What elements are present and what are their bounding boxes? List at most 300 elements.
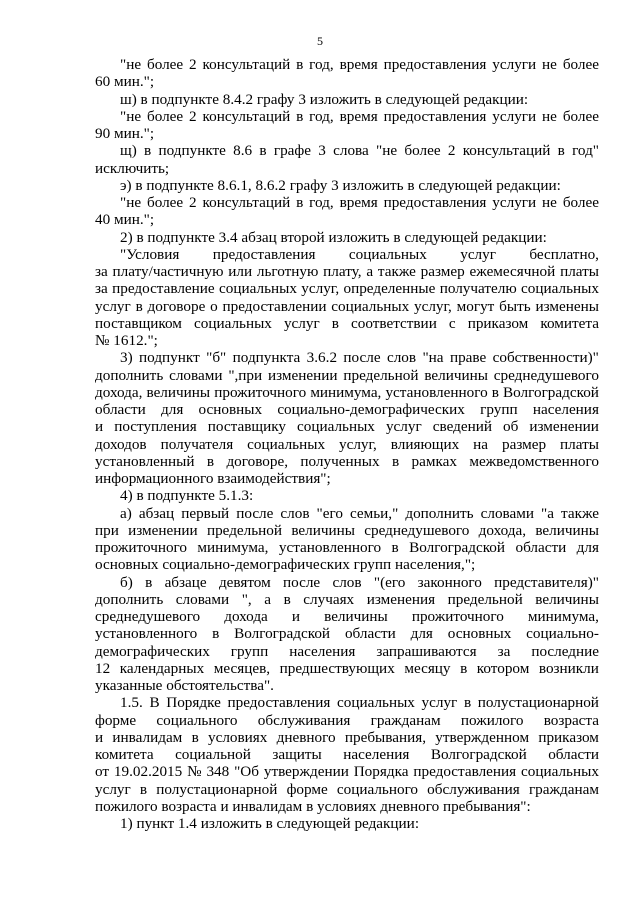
word: минимума, bbox=[197, 539, 269, 556]
word: абзаце bbox=[164, 573, 207, 591]
word: в bbox=[557, 142, 565, 160]
word: в bbox=[283, 590, 291, 608]
word: словами bbox=[480, 504, 534, 522]
word: форме bbox=[95, 711, 137, 729]
word: более bbox=[146, 107, 184, 125]
word: об bbox=[503, 418, 519, 436]
word: время bbox=[339, 194, 378, 211]
word: минимума, bbox=[310, 383, 382, 401]
word: изменении bbox=[268, 366, 338, 384]
word: области bbox=[548, 746, 599, 763]
line-text: 40 мин."; bbox=[95, 211, 155, 229]
word: услуг, bbox=[339, 435, 377, 453]
document-body bbox=[95, 56, 599, 832]
line-text: исключить; bbox=[95, 159, 170, 177]
word: среднедушевого bbox=[364, 521, 470, 539]
word: после bbox=[283, 573, 321, 591]
word: Волгоградской bbox=[409, 539, 506, 556]
word: плату/частичную bbox=[112, 263, 224, 280]
word: более bbox=[404, 142, 441, 160]
word: в bbox=[296, 56, 304, 73]
word: 12 bbox=[95, 659, 111, 677]
word: в bbox=[296, 107, 304, 125]
word: полустационарной bbox=[156, 780, 278, 798]
word: № bbox=[187, 763, 202, 781]
word: месяцев, bbox=[213, 659, 271, 677]
word: социально-демографических bbox=[277, 401, 465, 418]
word: социальных bbox=[521, 763, 599, 781]
word: доходов bbox=[95, 435, 147, 453]
word: от bbox=[95, 763, 110, 781]
word: 1.5. bbox=[120, 694, 143, 712]
word: социальных bbox=[521, 280, 599, 298]
word: предельной bbox=[343, 366, 419, 384]
text-line bbox=[95, 746, 599, 763]
word: Порядка bbox=[353, 763, 409, 781]
word: не bbox=[542, 194, 557, 211]
word: в bbox=[391, 452, 400, 470]
word: не bbox=[542, 56, 557, 73]
word: предельной bbox=[447, 590, 523, 608]
word: социальных bbox=[331, 297, 410, 315]
word: месяцу bbox=[404, 659, 451, 677]
text-line bbox=[95, 815, 599, 832]
word: услуг bbox=[283, 314, 320, 332]
text-line bbox=[95, 125, 599, 142]
word: более bbox=[562, 107, 599, 125]
word: девятом bbox=[218, 573, 271, 591]
text-line bbox=[95, 280, 599, 297]
word: поступления bbox=[114, 418, 197, 436]
word: слов bbox=[332, 573, 362, 591]
word: защиты bbox=[272, 746, 322, 763]
word: после bbox=[343, 349, 381, 367]
word: словами bbox=[169, 366, 223, 384]
word: также bbox=[377, 263, 416, 280]
text-line bbox=[95, 798, 599, 815]
word: получателю bbox=[439, 280, 517, 298]
word: в bbox=[145, 573, 153, 591]
text-line bbox=[95, 367, 599, 384]
word: поставщику bbox=[207, 418, 286, 436]
word: более bbox=[562, 194, 599, 211]
word: "Об bbox=[234, 763, 259, 781]
line-text: № 1612."; bbox=[95, 332, 158, 349]
word: групп bbox=[230, 642, 269, 660]
word: дохода, bbox=[478, 521, 527, 539]
word: изменения bbox=[366, 590, 436, 608]
word: с bbox=[448, 314, 456, 332]
text-line bbox=[95, 763, 599, 780]
word: 2 bbox=[189, 56, 197, 73]
word: социальных bbox=[348, 245, 427, 263]
word: предоставления bbox=[227, 694, 331, 712]
word: представителя)" bbox=[494, 573, 599, 591]
word: величины bbox=[146, 383, 211, 401]
word: области bbox=[344, 625, 396, 643]
word: услуги bbox=[492, 107, 537, 125]
word: быть bbox=[499, 297, 531, 315]
word: время bbox=[339, 56, 378, 73]
word: населения bbox=[532, 401, 599, 418]
word: Волгоградской bbox=[430, 746, 527, 763]
word: пребывания, bbox=[344, 728, 427, 746]
word: области bbox=[515, 539, 567, 556]
word: при bbox=[95, 521, 119, 539]
word: на bbox=[473, 435, 489, 453]
word: абзац bbox=[138, 504, 175, 522]
word: год, bbox=[309, 194, 334, 211]
word: полученных bbox=[300, 452, 380, 470]
word: величины bbox=[535, 521, 599, 539]
word: праве bbox=[449, 349, 487, 367]
word: плату, bbox=[323, 263, 362, 280]
line-text: указанные обстоятельства". bbox=[95, 677, 274, 694]
text-line bbox=[95, 73, 599, 90]
word: условиях bbox=[208, 728, 268, 746]
word: в bbox=[259, 142, 267, 160]
text-line bbox=[95, 229, 599, 246]
word: предшествующих bbox=[279, 659, 395, 677]
word: ежемесячной bbox=[469, 263, 556, 280]
word: определенные bbox=[343, 280, 436, 298]
word: и bbox=[95, 418, 104, 436]
word: Волгоградской bbox=[234, 625, 331, 643]
word: возникли bbox=[538, 659, 599, 677]
word: величины bbox=[424, 366, 488, 384]
word: приказом bbox=[538, 728, 599, 746]
word: "на bbox=[422, 349, 444, 367]
text-line bbox=[95, 418, 599, 435]
word: изменении bbox=[128, 521, 198, 539]
word: в bbox=[296, 194, 304, 211]
word: для bbox=[576, 539, 599, 556]
word: "не bbox=[120, 194, 142, 211]
word: среднедушевого bbox=[493, 366, 599, 384]
word: котором bbox=[476, 659, 530, 677]
word: населения bbox=[343, 746, 410, 763]
word: консультаций bbox=[202, 107, 291, 125]
word: за bbox=[95, 280, 108, 298]
text-line bbox=[95, 384, 599, 401]
word: "не bbox=[120, 107, 142, 125]
word: "Условия bbox=[120, 245, 180, 263]
word: услуги bbox=[492, 56, 537, 73]
page-number: 5 bbox=[317, 34, 323, 48]
word: установленный bbox=[95, 452, 195, 470]
word: консультаций bbox=[202, 194, 291, 211]
word: 8.6 bbox=[233, 142, 253, 160]
line-text: пожилого возраста и инвалидам в условиях дневного пребывания": bbox=[95, 797, 531, 815]
word: услуг bbox=[95, 297, 131, 315]
word: услуг, bbox=[301, 280, 340, 298]
word: за bbox=[95, 263, 108, 280]
text-line bbox=[95, 211, 599, 228]
word: льготную bbox=[256, 263, 319, 280]
word: в bbox=[212, 625, 220, 643]
word: групп bbox=[480, 401, 518, 418]
word: ", bbox=[241, 590, 252, 608]
word: предоставления bbox=[383, 56, 487, 73]
word: дневного bbox=[276, 728, 336, 746]
word: в bbox=[144, 142, 152, 160]
word: в bbox=[135, 297, 143, 315]
text-line bbox=[95, 194, 599, 211]
text-line bbox=[95, 781, 599, 798]
text-line bbox=[95, 470, 599, 487]
word: консультаций bbox=[202, 56, 291, 73]
word: более bbox=[146, 194, 184, 211]
word: и bbox=[291, 608, 301, 625]
word: бесплатно, bbox=[529, 245, 599, 263]
word: возраста bbox=[543, 711, 599, 729]
word: щ) bbox=[120, 142, 137, 160]
text-line bbox=[95, 349, 599, 366]
word: 3 bbox=[318, 142, 326, 160]
word: области bbox=[95, 401, 146, 418]
word: графе bbox=[273, 142, 311, 160]
line-text: 90 мин."; bbox=[95, 125, 155, 142]
word: словами bbox=[175, 590, 230, 608]
word: дополнить bbox=[405, 504, 474, 522]
word: прожиточного bbox=[214, 383, 307, 401]
text-line bbox=[95, 643, 599, 660]
text-line bbox=[95, 522, 599, 539]
word: ",при bbox=[228, 366, 263, 384]
word: "не bbox=[376, 142, 398, 160]
text-line bbox=[95, 677, 599, 694]
text-line bbox=[95, 729, 599, 746]
word: слов bbox=[280, 504, 310, 522]
text-line bbox=[95, 142, 599, 159]
word: приказом bbox=[467, 314, 529, 332]
word: и bbox=[95, 728, 104, 746]
word: основных bbox=[198, 401, 263, 418]
word: минимума, bbox=[527, 608, 599, 625]
text-line bbox=[95, 436, 599, 453]
word: в bbox=[491, 383, 499, 401]
word: для bbox=[410, 625, 433, 643]
text-line bbox=[95, 660, 599, 677]
word: социальных bbox=[297, 418, 375, 436]
word: размер bbox=[420, 263, 465, 280]
word: предоставления bbox=[383, 107, 487, 125]
word: договоре bbox=[147, 297, 206, 315]
word: год, bbox=[309, 107, 334, 125]
text-line bbox=[95, 625, 599, 642]
word: календарных bbox=[119, 659, 205, 677]
text-line bbox=[95, 246, 599, 263]
word: год, bbox=[309, 56, 334, 73]
word: соответствии bbox=[351, 314, 437, 332]
word: "б" bbox=[206, 349, 227, 367]
word: более bbox=[562, 56, 599, 73]
word: форме bbox=[286, 780, 328, 798]
word: в bbox=[463, 694, 472, 712]
word: прожиточного bbox=[95, 539, 187, 556]
word: 19.02.2015 bbox=[113, 763, 183, 781]
word: подпункт bbox=[139, 349, 200, 367]
word: межведомственного bbox=[469, 452, 599, 470]
word: установленного bbox=[385, 383, 488, 401]
word: запрашиваются bbox=[376, 642, 477, 660]
word: величины bbox=[324, 608, 388, 625]
word: социального bbox=[156, 711, 238, 729]
word: пожилого bbox=[460, 711, 524, 729]
word: предоставление bbox=[112, 280, 215, 298]
text-line bbox=[95, 574, 599, 591]
word: 3) bbox=[120, 349, 133, 367]
word: дополнить bbox=[95, 590, 164, 608]
word: гражданам bbox=[528, 780, 599, 798]
word: в bbox=[331, 314, 339, 332]
word: подпункта bbox=[232, 349, 301, 367]
word: 2 bbox=[189, 107, 197, 125]
word: в bbox=[206, 452, 215, 470]
text-line bbox=[95, 608, 599, 625]
text-line bbox=[95, 712, 599, 729]
word: услуг bbox=[385, 418, 422, 436]
word: комитета bbox=[540, 314, 599, 332]
word: величины bbox=[535, 590, 599, 608]
word: в bbox=[391, 539, 399, 556]
word: комитета bbox=[95, 746, 154, 763]
word: или bbox=[228, 263, 253, 280]
text-line bbox=[95, 91, 599, 108]
word: а bbox=[366, 263, 374, 280]
word: среднедушевого bbox=[95, 608, 201, 625]
word: за bbox=[497, 642, 511, 660]
word: слов bbox=[386, 349, 417, 367]
word: предоставлении bbox=[222, 297, 327, 315]
word: поставщиком bbox=[95, 314, 182, 332]
word: Порядке bbox=[166, 694, 221, 712]
word: а) bbox=[120, 504, 132, 522]
word: также bbox=[561, 504, 599, 522]
line-text: информационного взаимодействия"; bbox=[95, 470, 331, 487]
word: консультаций bbox=[462, 142, 551, 160]
word: 348 bbox=[206, 763, 230, 781]
text-line bbox=[95, 263, 599, 280]
word: собственности)" bbox=[492, 349, 599, 367]
word: величины bbox=[291, 521, 355, 539]
word: услуг bbox=[460, 245, 496, 263]
word: 2 bbox=[447, 142, 456, 160]
word: платы bbox=[560, 435, 599, 453]
word: предельной bbox=[206, 521, 283, 539]
text-line bbox=[95, 56, 599, 73]
word: социальных bbox=[219, 280, 297, 298]
word: последние bbox=[531, 642, 599, 660]
text-line bbox=[95, 487, 599, 504]
word: социального bbox=[336, 780, 419, 798]
word: населения bbox=[289, 642, 356, 660]
word: предоставления bbox=[383, 194, 487, 211]
word: социальных bbox=[193, 314, 272, 332]
text-line bbox=[95, 401, 599, 418]
line-text: 1) пункт 1.4 изложить в следующей редакции: bbox=[120, 815, 420, 832]
word: услуг bbox=[421, 694, 458, 712]
text-line bbox=[95, 332, 599, 349]
word: слова bbox=[333, 142, 369, 160]
word: изменении bbox=[529, 418, 599, 436]
text-line bbox=[95, 505, 599, 522]
word: дохода bbox=[224, 608, 268, 625]
word: утверждении bbox=[263, 763, 349, 781]
text-line bbox=[95, 539, 599, 556]
word: а bbox=[264, 590, 272, 608]
word: услуг, bbox=[414, 297, 452, 315]
word: б) bbox=[120, 573, 133, 591]
word: "не bbox=[120, 56, 142, 73]
word: Волгоградской bbox=[503, 383, 599, 401]
word: платы bbox=[560, 263, 599, 280]
word: "а bbox=[541, 504, 554, 522]
word: "(его bbox=[373, 573, 406, 591]
word: получателя bbox=[160, 435, 234, 453]
line-text: 60 мин."; bbox=[95, 73, 155, 91]
word: не bbox=[542, 107, 557, 125]
word: размер bbox=[502, 435, 547, 453]
word: 2 bbox=[189, 194, 197, 211]
word: обслуживания bbox=[427, 780, 520, 798]
word: могут bbox=[456, 297, 495, 315]
word: случаях bbox=[303, 590, 355, 608]
word: дохода, bbox=[95, 383, 143, 401]
word: прожиточного bbox=[411, 608, 504, 625]
word: обслуживания bbox=[257, 711, 351, 729]
word: установленного bbox=[278, 539, 382, 556]
text-line bbox=[95, 694, 599, 711]
word: для bbox=[161, 401, 184, 418]
word: услуг bbox=[95, 780, 131, 798]
word: время bbox=[339, 107, 378, 125]
word: год" bbox=[572, 142, 599, 160]
word: основных bbox=[447, 625, 512, 643]
word: дополнить bbox=[95, 366, 164, 384]
word: предоставления bbox=[413, 763, 517, 781]
word: инвалидам bbox=[112, 728, 183, 746]
word: "его bbox=[316, 504, 343, 522]
text-line bbox=[95, 160, 599, 177]
line-text: основных социально-демографических групп населения,"; bbox=[95, 556, 476, 574]
text-line bbox=[95, 453, 599, 470]
text-line bbox=[95, 298, 599, 315]
word: утвержденном bbox=[435, 728, 530, 746]
text-line bbox=[95, 591, 599, 608]
word: социальных bbox=[247, 435, 326, 453]
word: социальных bbox=[336, 694, 415, 712]
word: рамках bbox=[411, 452, 457, 470]
word: сведений bbox=[432, 418, 492, 436]
word: изменены bbox=[535, 297, 599, 315]
word: демографических bbox=[95, 642, 210, 660]
text-line bbox=[95, 556, 599, 573]
word: В bbox=[149, 694, 160, 712]
word: о bbox=[210, 297, 218, 315]
line-text: 2) в подпункте 3.4 абзац второй изложить в следующей редакции: bbox=[120, 228, 547, 246]
text-line bbox=[95, 108, 599, 125]
word: влияющих bbox=[390, 435, 460, 453]
word: социально- bbox=[526, 625, 599, 643]
text-line bbox=[95, 315, 599, 332]
word: предоставления bbox=[212, 245, 316, 263]
word: в bbox=[139, 780, 148, 798]
word: услуги bbox=[492, 194, 537, 211]
word: подпункте bbox=[158, 142, 226, 160]
word: 3.6.2 bbox=[306, 349, 338, 367]
text-line bbox=[95, 177, 599, 194]
